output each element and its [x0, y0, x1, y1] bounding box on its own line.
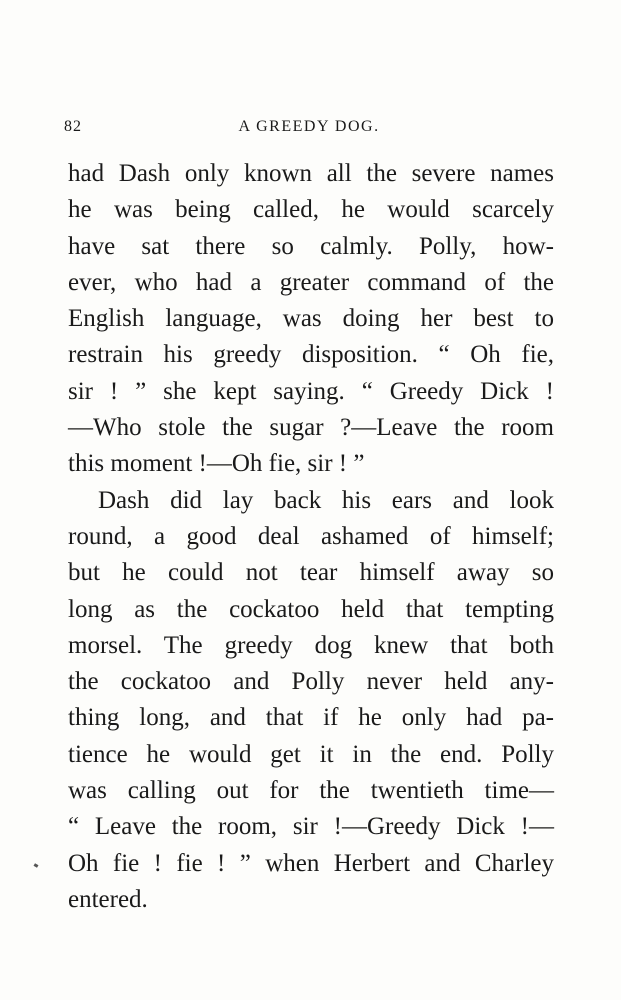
- text-line: was calling out for the twentieth time—: [68, 777, 554, 805]
- ink-speck: [34, 863, 39, 868]
- text-line: long as the cockatoo held that tempting: [68, 595, 554, 623]
- text-line: the cockatoo and Polly never held any-: [68, 668, 554, 696]
- page-header: [64, 118, 554, 142]
- running-head: A GREEDY DOG.: [238, 118, 380, 135]
- paragraph-2: [68, 483, 554, 919]
- text-line: have sat there so calmly. Polly, how-: [68, 232, 554, 260]
- text-line: entered.: [68, 885, 148, 913]
- text-line: but he could not tear himself away so: [68, 559, 554, 587]
- text-line: —Who stole the sugar ?—Leave the room: [68, 414, 554, 442]
- text-line: “ Leave the room, sir !—Greedy Dick !—: [68, 813, 554, 841]
- text-line: English language, was doing her best to: [68, 305, 554, 333]
- text-line: tience he would get it in the end. Polly: [68, 740, 554, 768]
- text-line: ever, who had a greater command of the: [68, 268, 554, 296]
- page-number: 82: [64, 118, 82, 135]
- text-line: this moment !—Oh fie, sir ! ”: [68, 450, 365, 478]
- text-line: he was being called, he would scarcely: [68, 196, 554, 224]
- text-line: restrain his greedy disposition. “ Oh fie,: [68, 341, 554, 369]
- text-line: round, a good deal ashamed of himself;: [68, 522, 554, 550]
- text-line: Dash did lay back his ears and look: [98, 486, 554, 514]
- text-line: morsel. The greedy dog knew that both: [68, 631, 554, 659]
- paragraph-1: [68, 156, 554, 483]
- text-line: thing long, and that if he only had pa-: [68, 704, 554, 732]
- body-text: [68, 156, 554, 918]
- text-line: Oh fie ! fie ! ” when Herbert and Charley: [68, 849, 554, 877]
- text-line: sir ! ” she kept saying. “ Greedy Dick !: [68, 377, 554, 405]
- text-line: had Dash only known all the severe names: [68, 160, 554, 187]
